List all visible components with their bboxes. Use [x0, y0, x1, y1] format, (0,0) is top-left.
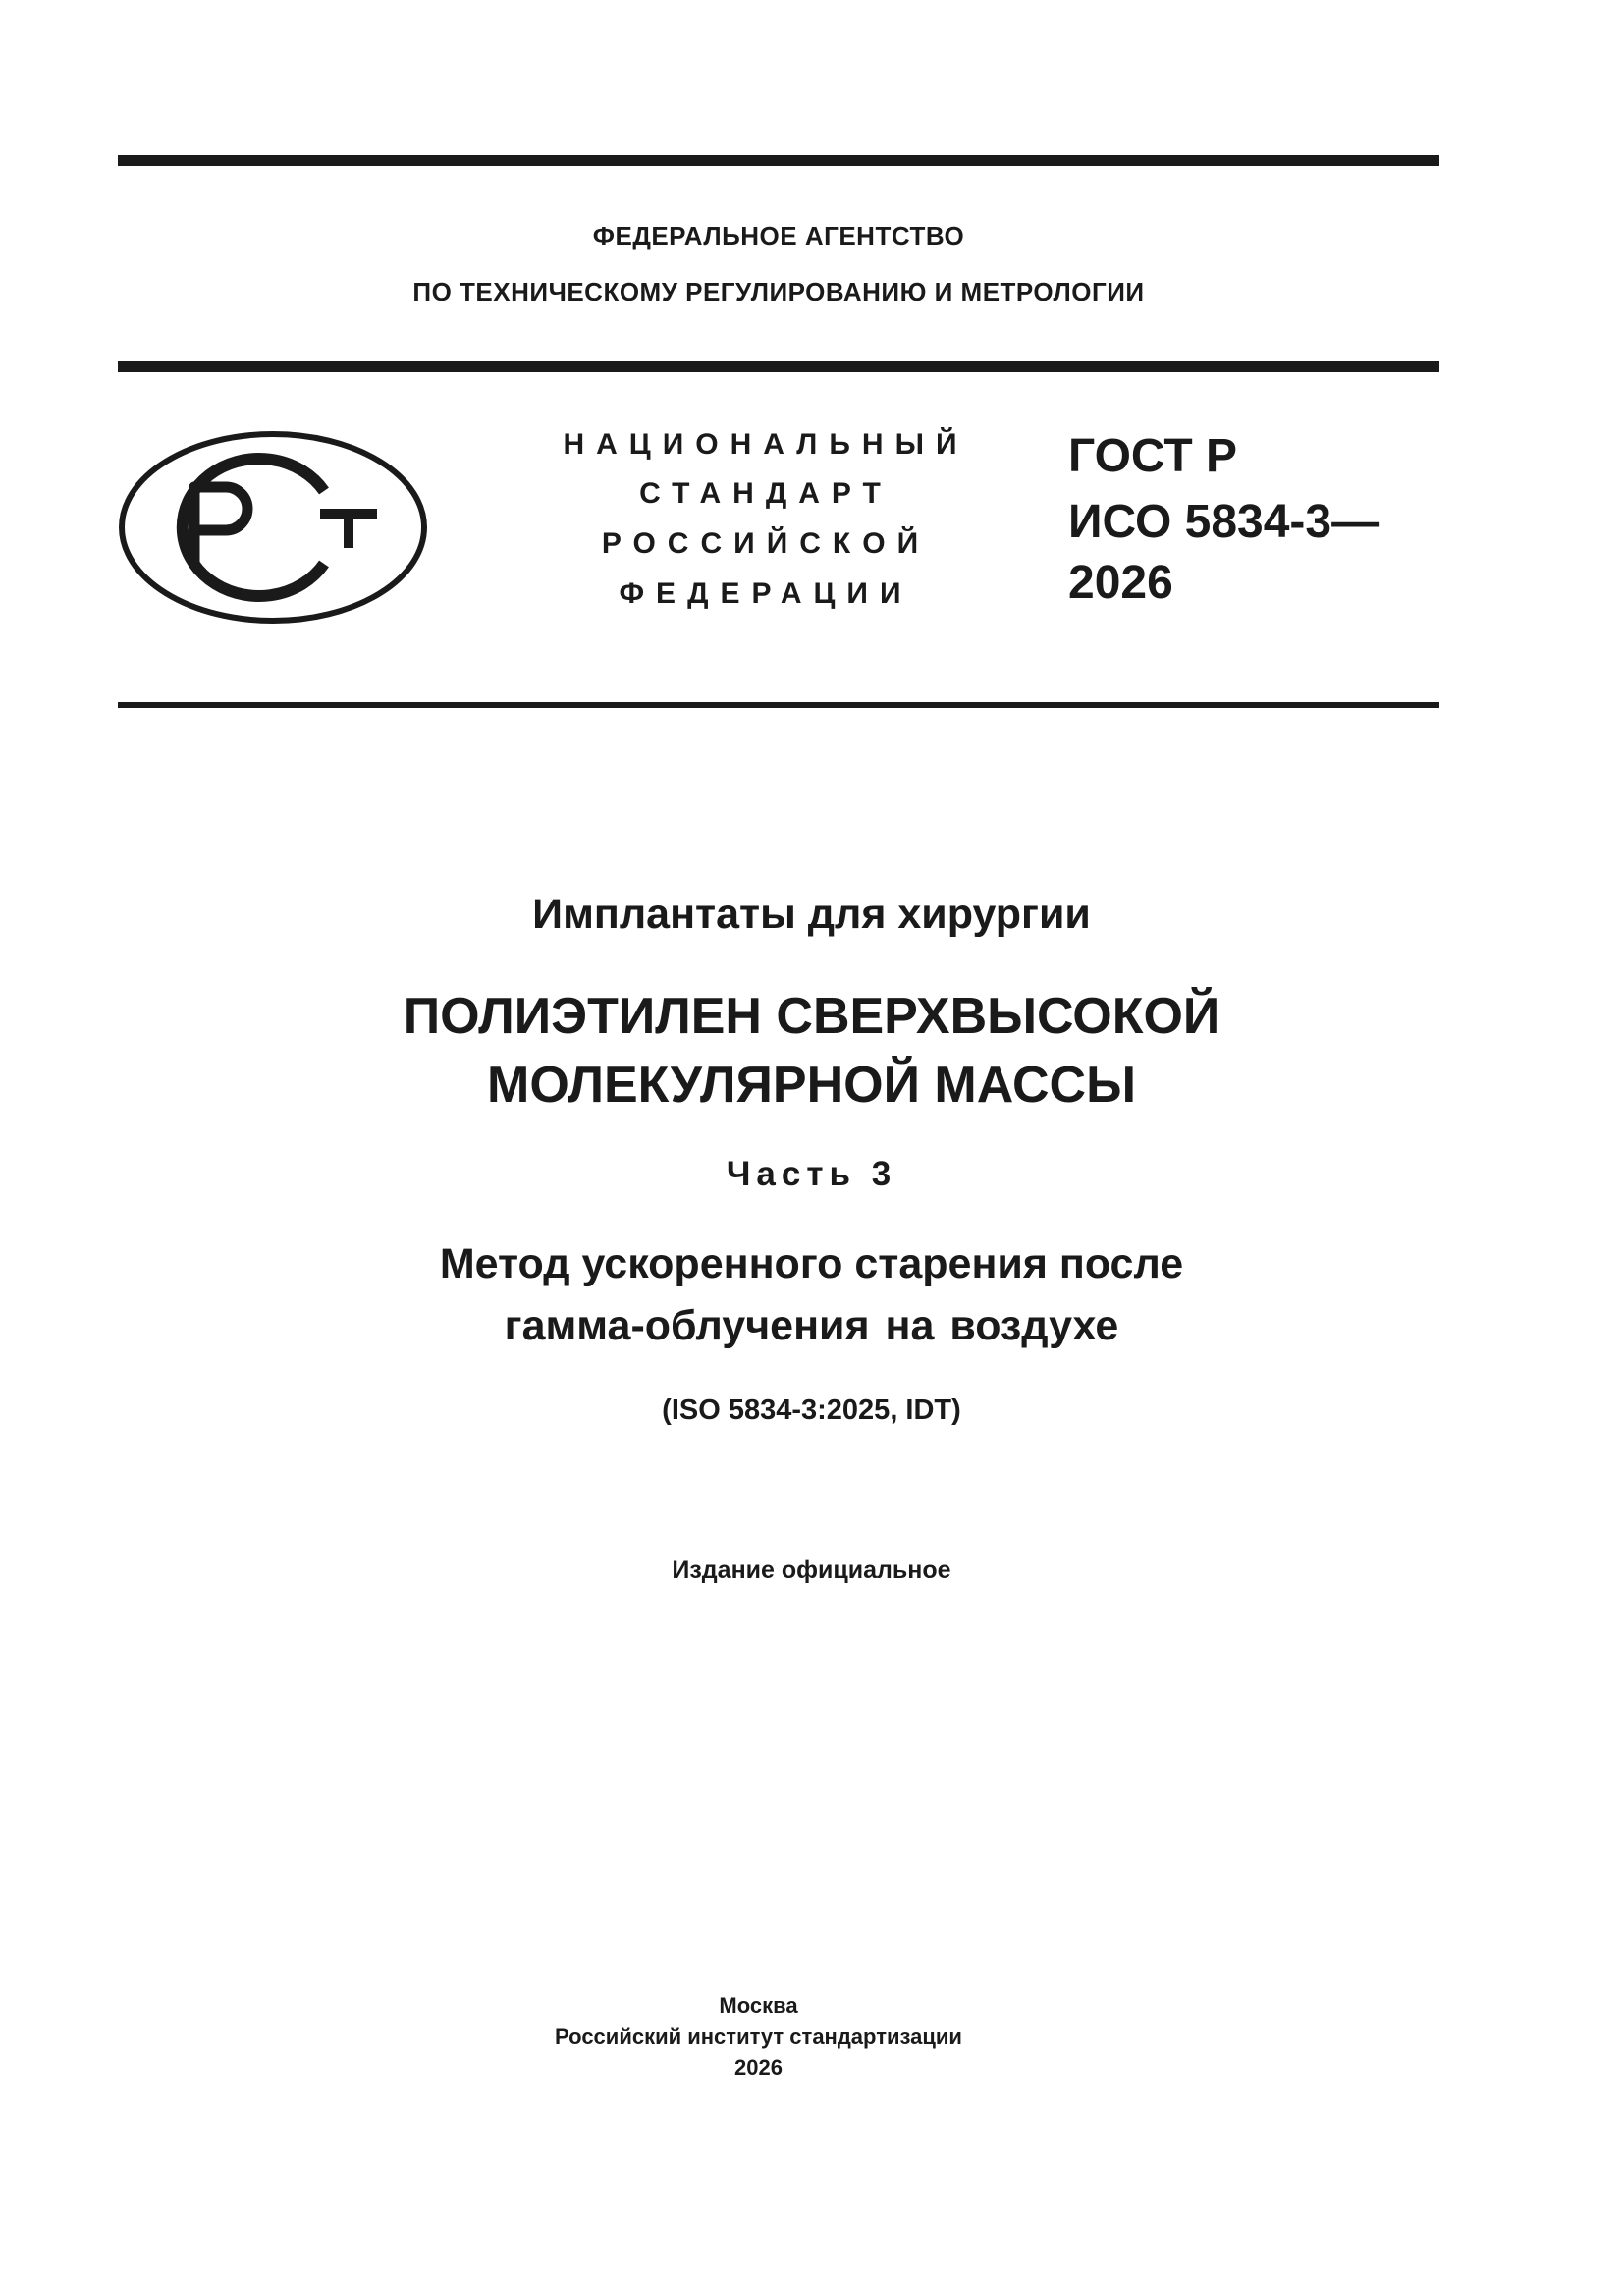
standard-designation-line-3: 2026 [1068, 557, 1173, 609]
standard-designation-line-1: ГОСТ Р [1068, 430, 1238, 482]
standard-designation-line-2: ИСО 5834-3— [1068, 496, 1380, 548]
edition-label: Издание официальное [672, 1557, 951, 1584]
agency-line-2: ПО ТЕХНИЧЕСКОМУ РЕГУЛИРОВАНИЮ И МЕТРОЛОГИИ [412, 277, 1145, 306]
main-title-line-1: ПОЛИЭТИЛЕН СВЕРХВЫСОКОЙ [403, 988, 1220, 1045]
part-title-line-2: гамма-облучения на воздухе [504, 1302, 1119, 1349]
part-title-line-1: Метод ускоренного старения после [439, 1240, 1184, 1287]
national-standard-line-4: ФЕДЕРАЦИИ [619, 577, 913, 610]
top-rule [118, 155, 1439, 166]
imprint-year: 2026 [734, 2055, 783, 2080]
imprint-city: Москва [719, 1994, 798, 2018]
part-number: Часть 3 [726, 1155, 897, 1193]
middle-rule [118, 361, 1439, 372]
imprint-publisher: Российский институт стандартизации [555, 2024, 962, 2049]
iso-reference: (ISO 5834-3:2025, IDT) [662, 1394, 961, 1426]
national-standard-line-1: НАЦИОНАЛЬНЫЙ [563, 428, 969, 461]
rst-conformity-mark-icon [118, 430, 428, 625]
agency-line-1: ФЕДЕРАЛЬНОЕ АГЕНТСТВО [592, 221, 965, 250]
main-title-line-2: МОЛЕКУЛЯРНОЙ МАССЫ [487, 1057, 1136, 1114]
national-standard-line-3: РОССИЙСКОЙ [601, 527, 931, 560]
bottom-rule [118, 702, 1439, 708]
subject-title: Имплантаты для хирургии [532, 891, 1091, 938]
national-standard-line-2: СТАНДАРТ [639, 477, 893, 510]
